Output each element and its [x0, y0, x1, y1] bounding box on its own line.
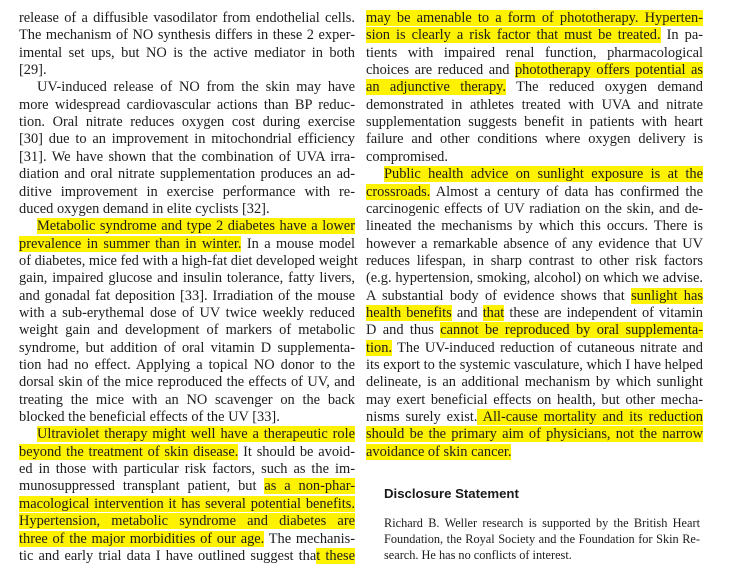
text-span: carcinogenic effects of UV radiation on the skin, and de-: [366, 200, 703, 217]
text-span: tion. Oral nitrate reduces oxygen cost during exercise: [19, 114, 355, 131]
disclosure-line: search. He has no conflicts of interest.: [384, 548, 572, 562]
highlighted-text: cannot be reproduced by oral supplementa-: [440, 322, 703, 339]
text-line: [366, 339, 703, 357]
text-line: [366, 113, 703, 131]
text-line: [366, 269, 703, 287]
highlighted-text: should be the primary aim of physicians, not the narrow: [366, 426, 703, 443]
text-span: The mechanis-: [264, 530, 355, 547]
text-line: [19, 217, 355, 235]
text-span: treating the mice with an NO scavenger on the back: [19, 391, 355, 408]
text-span: In pa-: [660, 27, 703, 44]
text-line: [366, 183, 703, 201]
text-span: The UV-induced reduction of cutaneous nitrate and: [392, 339, 703, 356]
text-span: UV-induced release of NO from the skin may have: [37, 79, 355, 96]
text-line: [19, 443, 355, 461]
text-line: [19, 356, 355, 374]
text-span: ed in those with particular risk factors, such as the im-: [19, 461, 355, 478]
text-line: [366, 235, 703, 253]
text-span: more widespread cardiovascular actions than BP reduc-: [19, 96, 355, 113]
text-span: D and thus: [366, 322, 441, 339]
text-span: nisms surely exist.: [366, 409, 478, 426]
disclosure-heading: Disclosure Statement: [384, 486, 519, 501]
text-span: these are independent of vitamin: [504, 304, 703, 321]
highlighted-text: that: [482, 304, 505, 321]
text-span: tic and early trial data I have outlined suggest tha: [19, 547, 317, 564]
highlighted-text: macological intervention it has several potential benefits.: [19, 495, 355, 512]
text-span: diation and oral nitrate supplementation produces an ad-: [19, 166, 355, 183]
text-line: [19, 26, 355, 44]
text-span: dorsal skin of the mice reproduced the effects of UV, and: [19, 374, 355, 391]
highlighted-text: Public health advice on sunlight exposure is at the: [384, 166, 703, 183]
text-line: [19, 530, 355, 548]
text-span: imental set ups, but NO is the active mediator in both: [19, 44, 355, 61]
highlighted-text: sion is clearly a risk factor that must be treated.: [366, 27, 661, 44]
text-line: [19, 287, 355, 305]
text-span: ditive improvement in exercise performance with re-: [19, 183, 355, 200]
text-line: [366, 304, 703, 322]
text-line: [366, 356, 703, 374]
text-line: [366, 391, 703, 409]
text-line: [366, 217, 703, 235]
text-span: however a remarkable absence of any evidence that UV: [366, 235, 703, 252]
text-span: [31]. We have shown that the combination of UVA irra-: [19, 148, 355, 165]
text-line: [366, 408, 703, 426]
text-span: and: [451, 304, 483, 321]
text-line: [366, 425, 703, 443]
disclosure-line: Richard B. Weller research is supported by the British Heart: [384, 516, 700, 530]
highlighted-text: beyond the treatment of skin disease.: [19, 443, 239, 460]
text-line: [19, 130, 355, 148]
disclosure-line: Foundation, the Royal Society and the Foundation for Skin Re-: [384, 532, 700, 546]
text-line: [19, 408, 355, 426]
text-span: with a sub-erythemal dose of UV twice weekly reduced: [19, 304, 355, 321]
text-line: [19, 252, 358, 270]
text-line: [19, 339, 355, 357]
highlighted-text: as a non-phar-: [264, 478, 355, 495]
text-line: [19, 425, 355, 443]
text-line: [366, 287, 703, 305]
text-line: [19, 321, 355, 339]
text-line: [19, 44, 355, 62]
text-line: [19, 78, 355, 96]
text-span: [29].: [19, 62, 47, 79]
highlighted-text: tion.: [366, 339, 392, 356]
text-line: [366, 26, 703, 44]
text-line: [366, 61, 703, 79]
text-span: reduces lifespan, in sharp contrast to other risk factors: [366, 252, 703, 269]
text-span: release of a diffusible vasodilator from endothelial cells.: [19, 10, 355, 26]
text-line: [366, 321, 703, 339]
text-line: [366, 443, 703, 461]
text-span: may exert beneficial effects on health, but other mecha-: [366, 391, 703, 408]
text-span: tion had no effect. Applying a topical NO donor to the: [19, 357, 355, 373]
highlighted-text: an adjunctive therapy.: [366, 79, 507, 96]
text-span: its export to the systemic vasculature, which I have helped: [366, 357, 703, 373]
text-line: [366, 373, 703, 391]
text-span: weight gain and development of markers of metabolic: [19, 322, 355, 339]
highlighted-text: phototherapy offers potential as: [514, 62, 703, 79]
highlighted-text: may be amenable to a form of phototherapy. Hyperten-: [366, 10, 703, 26]
highlighted-text: prevalence in summer than in winter.: [19, 235, 242, 252]
text-span: failure and other conditions where oxygen delivery is: [366, 131, 703, 148]
text-span: syndrome, but addition of oral vitamin D supplementa-: [19, 339, 355, 356]
text-line: [19, 373, 355, 391]
text-span: A substantial body of evidence shows that: [366, 287, 632, 304]
text-line: [19, 477, 355, 495]
highlighted-text: Hypertension, metabolic syndrome and diabetes are: [19, 513, 355, 530]
text-span: In a mouse model: [241, 235, 355, 252]
text-line: [19, 269, 355, 287]
text-line: [366, 252, 703, 270]
text-span: choices are reduced and: [366, 62, 515, 79]
text-span: The mechanism of NO synthesis differs in these 2 exper-: [19, 27, 355, 44]
text-span: The reduced oxygen demand: [506, 79, 703, 96]
text-line: [19, 148, 355, 166]
text-span: tients with impaired renal function, pharmacological: [366, 44, 703, 61]
text-line: [366, 9, 703, 27]
text-span: [30] due to an improvement in mitochondrial efficiency: [19, 131, 355, 148]
text-line: [19, 113, 355, 131]
highlighted-text: Metabolic syndrome and type 2 diabetes have a lower: [37, 218, 355, 235]
text-line: [366, 165, 703, 183]
highlighted-text: avoidance of skin cancer.: [366, 443, 512, 460]
text-span: demonstrated in athletes treated with UVA and nitrate: [366, 96, 703, 113]
text-span: delineate, is an additional mechanism by which sunlight: [366, 374, 703, 391]
text-span: and gonadal fat deposition [33]. Irradiation of the mouse: [19, 287, 355, 304]
text-line: [366, 96, 703, 114]
highlighted-text: crossroads.: [366, 183, 431, 200]
highlighted-text: Ultraviolet therapy might well have a therapeutic role: [37, 426, 355, 443]
text-line: [19, 304, 355, 322]
text-line: [366, 200, 703, 218]
text-span: gain, impaired glucose and insulin tolerance, fatty livers,: [19, 270, 355, 287]
text-line: [19, 512, 355, 530]
text-line: [366, 130, 703, 148]
text-line: [19, 61, 355, 79]
text-line: [19, 495, 355, 513]
text-line: [19, 9, 355, 27]
text-line: [366, 44, 703, 62]
highlighted-text: three of the major morbidities of our age.: [19, 530, 265, 547]
text-span: blocked the beneficial effects of the UV [33].: [19, 409, 280, 426]
text-line: [19, 460, 355, 478]
text-line: [366, 78, 703, 96]
text-line: [19, 235, 355, 253]
text-span: It should be avoid-: [238, 443, 355, 460]
text-line: [19, 96, 355, 114]
text-span: of diabetes, mice fed with a high-fat diet developed weight: [19, 252, 358, 269]
highlighted-text: All-cause mortality and its reduction: [477, 409, 703, 426]
text-line: [366, 148, 703, 166]
text-span: munosuppressed transplant patient, but: [19, 478, 265, 495]
text-span: duced oxygen demand in elite cyclists [32].: [19, 200, 270, 217]
text-line: [19, 200, 355, 218]
text-line: [19, 165, 355, 183]
highlighted-text: health benefits: [366, 304, 452, 321]
text-line: [19, 547, 355, 565]
text-span: Almost a century of data has confirmed the: [430, 183, 703, 200]
highlighted-text: t these: [316, 547, 355, 564]
text-line: [19, 391, 355, 409]
highlighted-text: sunlight has: [631, 287, 703, 304]
text-span: compromised.: [366, 148, 448, 165]
text-span: (e.g. hypertension, smoking, alcohol) on which we advise.: [366, 270, 703, 287]
text-span: supplementation suggests benefit in patients with heart: [366, 114, 703, 131]
text-line: [19, 183, 355, 201]
text-span: lineated the mechanisms by which this occurs. There is: [366, 218, 703, 235]
